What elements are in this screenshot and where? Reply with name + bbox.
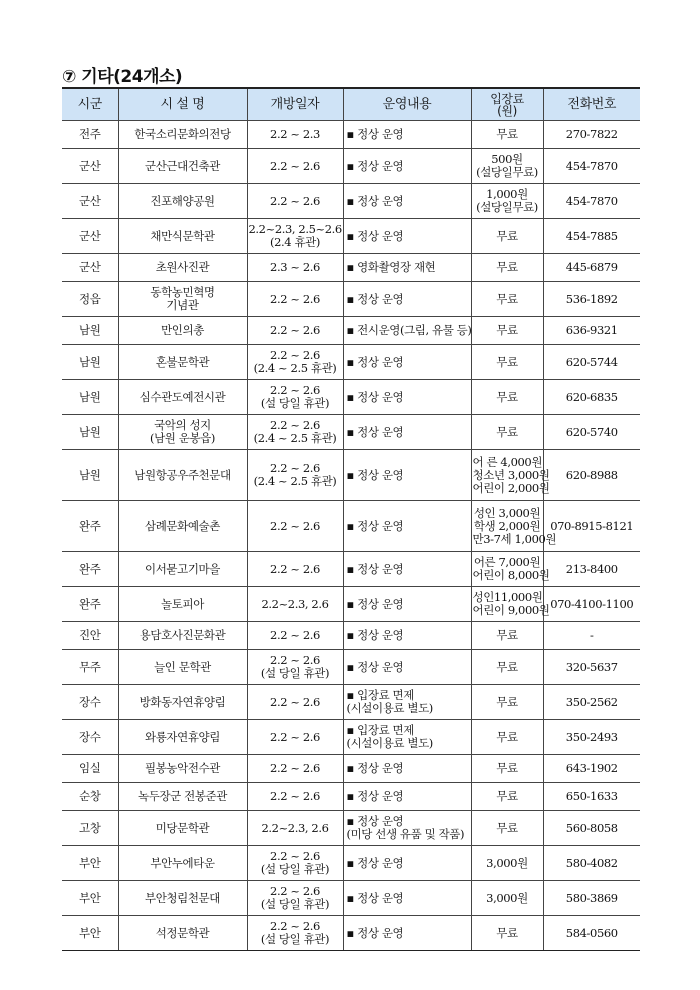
cell-city: 부안 (62, 846, 118, 881)
cell-facility: 남원항공우주천문대 (118, 450, 247, 501)
cell-open-date: 2.2 ~ 2.6 (247, 755, 343, 783)
cell-phone: 636-9321 (543, 317, 640, 345)
cell-phone: 584-0560 (543, 916, 640, 951)
table-row (62, 622, 640, 650)
cell-fee: 어 른 4,000원 청소년 3,000원 어린이 2,000원 (471, 450, 543, 501)
cell-operation: ▪ 정상 운영 (343, 622, 471, 650)
cell-city: 전주 (62, 121, 118, 149)
cell-operation: ▪ 정상 운영 (343, 380, 471, 415)
cell-phone: 580-3869 (543, 881, 640, 916)
cell-operation: ▪ 정상 운영 (343, 650, 471, 685)
cell-facility: 용담호사진문화관 (118, 622, 247, 650)
table-row (62, 846, 640, 881)
cell-city: 완주 (62, 552, 118, 587)
cell-facility: 한국소리문화의전당 (118, 121, 247, 149)
cell-facility: 혼불문학관 (118, 345, 247, 380)
cell-open-date: 2.2 ~ 2.6 (247, 720, 343, 755)
cell-fee: 무료 (471, 380, 543, 415)
cell-operation: ▪ 정상 운영 (343, 587, 471, 622)
cell-city: 군산 (62, 254, 118, 282)
cell-open-date: 2.2 ~ 2.6 (247, 149, 343, 184)
cell-phone: - (543, 622, 640, 650)
cell-operation: ▪ 입장료 면제 (시설이용료 별도) (343, 720, 471, 755)
cell-city: 부안 (62, 916, 118, 951)
table-row (62, 685, 640, 720)
cell-open-date: 2.2~2.3, 2.6 (247, 811, 343, 846)
table-row (62, 650, 640, 685)
cell-operation: ▪ 정상 운영 (343, 149, 471, 184)
cell-open-date: 2.2 ~ 2.6 (설 당일 휴관) (247, 650, 343, 685)
cell-open-date: 2.2 ~ 2.6 (2.4 ~ 2.5 휴관) (247, 345, 343, 380)
cell-fee: 어른 7,000원 어린이 8,000원 (471, 552, 543, 587)
cell-city: 고창 (62, 811, 118, 846)
cell-operation: ▪ 정상 운영 (343, 450, 471, 501)
table-row (62, 783, 640, 811)
cell-phone: 454-7885 (543, 219, 640, 254)
cell-operation: ▪ 정상 운영 (343, 415, 471, 450)
cell-facility: 동학농민혁명 기념관 (118, 282, 247, 317)
cell-phone: 320-5637 (543, 650, 640, 685)
cell-city: 정읍 (62, 282, 118, 317)
table-row (62, 811, 640, 846)
col-header-operation: 운영내용 (343, 88, 471, 121)
cell-city: 부안 (62, 881, 118, 916)
cell-fee: 무료 (471, 415, 543, 450)
cell-city: 무주 (62, 650, 118, 685)
cell-facility: 녹두장군 전봉준관 (118, 783, 247, 811)
cell-city: 남원 (62, 380, 118, 415)
cell-operation: ▪ 정상 운영 (343, 219, 471, 254)
cell-phone: 643-1902 (543, 755, 640, 783)
table-body (62, 121, 640, 951)
table-header-row (62, 88, 640, 121)
cell-open-date: 2.2 ~ 2.6 (247, 552, 343, 587)
cell-operation: ▪ 정상 운영 (343, 501, 471, 552)
cell-operation: ▪ 정상 운영 (343, 916, 471, 951)
cell-facility: 미당문학관 (118, 811, 247, 846)
cell-open-date: 2.2 ~ 2.6 (247, 184, 343, 219)
cell-city: 군산 (62, 184, 118, 219)
cell-facility: 심수관도예전시관 (118, 380, 247, 415)
cell-fee: 무료 (471, 811, 543, 846)
cell-facility: 필봉농악전수관 (118, 755, 247, 783)
cell-city: 남원 (62, 450, 118, 501)
table-row (62, 450, 640, 501)
cell-open-date: 2.2 ~ 2.6 (247, 282, 343, 317)
cell-open-date: 2.2 ~ 2.6 (247, 622, 343, 650)
table-row (62, 755, 640, 783)
cell-open-date: 2.2 ~ 2.6 (247, 685, 343, 720)
cell-phone: 560-8058 (543, 811, 640, 846)
cell-operation: ▪ 입장료 면제 (시설이용료 별도) (343, 685, 471, 720)
col-header-open-date: 개방일자 (247, 88, 343, 121)
cell-city: 남원 (62, 345, 118, 380)
cell-facility: 석정문학관 (118, 916, 247, 951)
cell-operation: ▪ 정상 운영 (343, 552, 471, 587)
cell-phone: 070-8915-8121 (543, 501, 640, 552)
cell-operation: ▪ 영화촬영장 재현 (343, 254, 471, 282)
cell-fee: 성인11,000원 어린이 9,000원 (471, 587, 543, 622)
cell-facility: 이서묻고기마을 (118, 552, 247, 587)
cell-fee: 무료 (471, 916, 543, 951)
cell-fee: 성인 3,000원 학생 2,000원 만3-7세 1,000원 (471, 501, 543, 552)
cell-phone: 350-2493 (543, 720, 640, 755)
col-header-facility: 시 설 명 (118, 88, 247, 121)
cell-phone: 580-4082 (543, 846, 640, 881)
cell-open-date: 2.3 ~ 2.6 (247, 254, 343, 282)
cell-phone: 620-5744 (543, 345, 640, 380)
cell-operation: ▪ 정상 운영 (343, 783, 471, 811)
section-title: ⑦ 기타(24개소) (62, 67, 183, 87)
cell-phone: 620-5740 (543, 415, 640, 450)
cell-fee: 3,000원 (471, 846, 543, 881)
cell-operation: ▪ 정상 운영 (343, 345, 471, 380)
table-row (62, 282, 640, 317)
cell-city: 남원 (62, 415, 118, 450)
cell-open-date: 2.2 ~ 2.3 (247, 121, 343, 149)
cell-city: 진안 (62, 622, 118, 650)
cell-fee: 무료 (471, 783, 543, 811)
cell-open-date: 2.2 ~ 2.6 (247, 501, 343, 552)
cell-facility: 늘인 문학관 (118, 650, 247, 685)
cell-facility: 삼례문화예술촌 (118, 501, 247, 552)
cell-phone: 454-7870 (543, 149, 640, 184)
cell-operation: ▪ 정상 운영 (343, 846, 471, 881)
cell-phone: 070-4100-1100 (543, 587, 640, 622)
col-header-city: 시군 (62, 88, 118, 121)
cell-facility: 군산근대건축관 (118, 149, 247, 184)
cell-fee: 무료 (471, 219, 543, 254)
cell-open-date: 2.2 ~ 2.6 (설 당일 휴관) (247, 846, 343, 881)
cell-facility: 부안청림천문대 (118, 881, 247, 916)
table-row (62, 345, 640, 380)
cell-operation: ▪ 정상 운영 (미당 선생 유품 및 작품) (343, 811, 471, 846)
cell-phone: 270-7822 (543, 121, 640, 149)
cell-facility: 국악의 성지 (남원 운봉읍) (118, 415, 247, 450)
table-row (62, 254, 640, 282)
table-row (62, 587, 640, 622)
cell-city: 군산 (62, 219, 118, 254)
cell-operation: ▪ 정상 운영 (343, 282, 471, 317)
cell-city: 장수 (62, 720, 118, 755)
col-header-phone: 전화번호 (543, 88, 640, 121)
cell-phone: 350-2562 (543, 685, 640, 720)
cell-phone: 213-8400 (543, 552, 640, 587)
cell-fee: 무료 (471, 650, 543, 685)
cell-fee: 무료 (471, 755, 543, 783)
cell-phone: 620-8988 (543, 450, 640, 501)
cell-fee: 무료 (471, 317, 543, 345)
cell-operation: ▪ 정상 운영 (343, 184, 471, 219)
cell-operation: ▪ 정상 운영 (343, 755, 471, 783)
cell-phone: 454-7870 (543, 184, 640, 219)
cell-fee: 500원 (설당일무료) (471, 149, 543, 184)
facility-table (62, 87, 640, 951)
cell-fee: 무료 (471, 121, 543, 149)
cell-fee: 무료 (471, 720, 543, 755)
table-row (62, 415, 640, 450)
cell-city: 임실 (62, 755, 118, 783)
cell-facility: 놀토피아 (118, 587, 247, 622)
cell-fee: 무료 (471, 282, 543, 317)
cell-phone: 536-1892 (543, 282, 640, 317)
cell-facility: 부안누에타운 (118, 846, 247, 881)
cell-facility: 와룡자연휴양림 (118, 720, 247, 755)
table-row (62, 916, 640, 951)
cell-facility: 진포해양공원 (118, 184, 247, 219)
col-header-fee: 입장료 (원) (471, 88, 543, 121)
table-row (62, 881, 640, 916)
cell-open-date: 2.2~2.3, 2.5~2.6 (2.4 휴관) (247, 219, 343, 254)
cell-city: 남원 (62, 317, 118, 345)
cell-phone: 445-6879 (543, 254, 640, 282)
cell-open-date: 2.2 ~ 2.6 (2.4 ~ 2.5 휴관) (247, 415, 343, 450)
cell-open-date: 2.2 ~ 2.6 (설 당일 휴관) (247, 881, 343, 916)
cell-city: 완주 (62, 587, 118, 622)
cell-phone: 650-1633 (543, 783, 640, 811)
cell-phone: 620-6835 (543, 380, 640, 415)
cell-fee: 무료 (471, 254, 543, 282)
cell-open-date: 2.2 ~ 2.6 (2.4 ~ 2.5 휴관) (247, 450, 343, 501)
cell-city: 완주 (62, 501, 118, 552)
cell-operation: ▪ 정상 운영 (343, 121, 471, 149)
cell-city: 순창 (62, 783, 118, 811)
cell-fee: 3,000원 (471, 881, 543, 916)
table-row (62, 317, 640, 345)
cell-open-date: 2.2 ~ 2.6 (설 당일 휴관) (247, 380, 343, 415)
table-row (62, 219, 640, 254)
cell-fee: 1,000원 (설당일무료) (471, 184, 543, 219)
table-row (62, 720, 640, 755)
cell-open-date: 2.2~2.3, 2.6 (247, 587, 343, 622)
cell-city: 장수 (62, 685, 118, 720)
cell-facility: 만인의총 (118, 317, 247, 345)
cell-facility: 방화동자연휴양림 (118, 685, 247, 720)
cell-open-date: 2.2 ~ 2.6 (247, 783, 343, 811)
table-row (62, 121, 640, 149)
cell-city: 군산 (62, 149, 118, 184)
cell-fee: 무료 (471, 345, 543, 380)
cell-operation: ▪ 전시운영(그림, 유물 등) (343, 317, 471, 345)
table-row (62, 552, 640, 587)
cell-operation: ▪ 정상 운영 (343, 881, 471, 916)
cell-open-date: 2.2 ~ 2.6 (설 당일 휴관) (247, 916, 343, 951)
table-row (62, 380, 640, 415)
cell-facility: 초원사진관 (118, 254, 247, 282)
table-row (62, 184, 640, 219)
table-row (62, 149, 640, 184)
cell-fee: 무료 (471, 622, 543, 650)
cell-facility: 채만식문학관 (118, 219, 247, 254)
cell-fee: 무료 (471, 685, 543, 720)
cell-open-date: 2.2 ~ 2.6 (247, 317, 343, 345)
table-row (62, 501, 640, 552)
